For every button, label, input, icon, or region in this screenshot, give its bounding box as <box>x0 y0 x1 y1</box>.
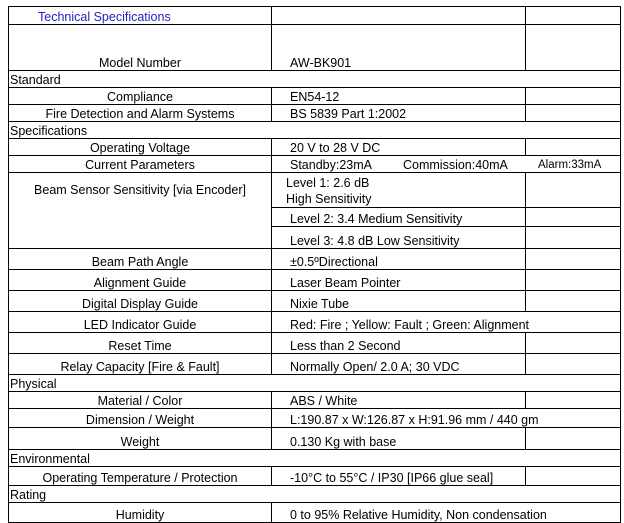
table-row <box>9 105 621 122</box>
row-label: Relay Capacity [Fire & Fault] <box>9 354 272 375</box>
level-1: Level 1: 2.6 dB <box>286 176 370 190</box>
section-row <box>9 450 621 467</box>
row-value <box>272 156 621 173</box>
table-row <box>9 156 621 173</box>
row-label: Weight <box>9 428 272 450</box>
row-label: Operating Voltage <box>9 139 272 156</box>
row-label: Fire Detection and Alarm Systems <box>9 105 272 122</box>
table-row <box>9 88 621 105</box>
row-value: EN54-12 <box>272 88 526 105</box>
level-1-desc: High Sensitivity <box>286 192 372 206</box>
row-value: 0 to 95% Relative Humidity, Non condensation <box>272 503 621 523</box>
row-value: AW-BK901 <box>272 25 526 71</box>
row-value: L:190.87 x W:126.87 x H:91.96 mm / 440 gm <box>272 409 621 428</box>
table-title: Technical Specifications <box>9 7 272 25</box>
table-row <box>9 173 621 208</box>
commission-current: Commission:40mA <box>403 158 508 172</box>
section-environmental: Environmental <box>9 450 621 467</box>
table-row <box>9 428 621 450</box>
table-row <box>9 291 621 312</box>
table-row <box>9 25 621 71</box>
row-label: Beam Sensor Sensitivity [via Encoder] <box>9 173 272 249</box>
row-value: 20 V to 28 V DC <box>272 139 526 156</box>
section-row <box>9 375 621 392</box>
row-value <box>272 173 526 208</box>
table-row <box>9 392 621 409</box>
row-value: Laser Beam Pointer <box>272 270 526 291</box>
specifications-table <box>8 6 621 523</box>
section-physical: Physical <box>9 375 621 392</box>
table-row <box>9 354 621 375</box>
row-label: Beam Path Angle <box>9 249 272 270</box>
row-value: Less than 2 Second <box>272 333 526 354</box>
table-row <box>9 409 621 428</box>
section-row <box>9 486 621 503</box>
row-label: Digital Display Guide <box>9 291 272 312</box>
row-value: 0.130 Kg with base <box>272 428 526 450</box>
row-label: Reset Time <box>9 333 272 354</box>
row-value: Red: Fire ; Yellow: Fault ; Green: Alignment <box>272 312 621 333</box>
table-row <box>9 139 621 156</box>
row-label: Material / Color <box>9 392 272 409</box>
row-label: Compliance <box>9 88 272 105</box>
table-row <box>9 333 621 354</box>
row-value: BS 5839 Part 1:2002 <box>272 105 526 122</box>
row-label: LED Indicator Guide <box>9 312 272 333</box>
table-row <box>9 503 621 523</box>
section-row <box>9 71 621 88</box>
row-label: Alignment Guide <box>9 270 272 291</box>
section-standard: Standard <box>9 71 621 88</box>
table-row <box>9 270 621 291</box>
table-row <box>9 249 621 270</box>
row-value: ±0.5ºDirectional <box>272 249 526 270</box>
row-label: Model Number <box>9 25 272 71</box>
row-value: ABS / White <box>272 392 526 409</box>
level-3: Level 3: 4.8 dB Low Sensitivity <box>272 227 526 249</box>
level-2: Level 2: 3.4 Medium Sensitivity <box>272 208 526 227</box>
row-value: Nixie Tube <box>272 291 526 312</box>
row-label: Current Parameters <box>9 156 272 173</box>
row-label: Dimension / Weight <box>9 409 272 428</box>
row-label: Operating Temperature / Protection <box>9 467 272 486</box>
table-row <box>9 312 621 333</box>
section-rating: Rating <box>9 486 621 503</box>
section-specifications: Specifications <box>9 122 621 139</box>
title-row <box>9 7 621 25</box>
section-row <box>9 122 621 139</box>
row-value: Normally Open/ 2.0 A; 30 VDC <box>272 354 526 375</box>
row-value: -10°C to 55°C / IP30 [IP66 glue seal] <box>272 467 526 486</box>
standby-current: Standby:23mA <box>290 158 372 172</box>
alarm-current: Alarm:33mA <box>538 159 602 171</box>
row-label: Humidity <box>9 503 272 523</box>
table-row <box>9 467 621 486</box>
